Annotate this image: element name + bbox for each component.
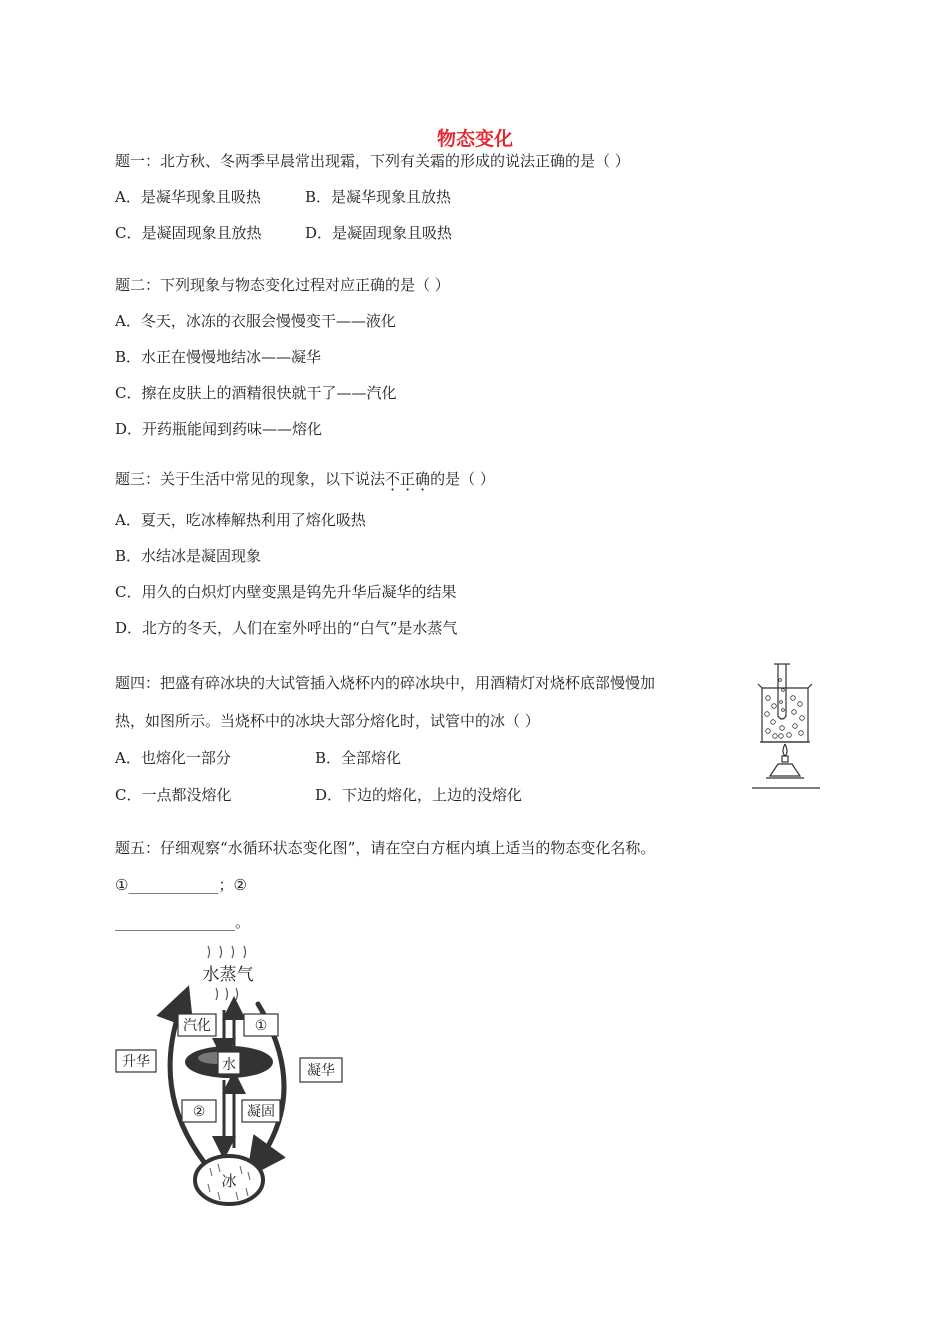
- q3-stem-pre: 题三：关于生活中常见的现象，以下说法: [115, 470, 386, 488]
- q1-option-c: C．是凝固现象且放热: [115, 224, 262, 242]
- q3-option-c: C．用久的白炽灯内壁变黑是钨先升华后凝华的结果: [115, 583, 457, 601]
- q5-blank-2: ________________。: [115, 913, 251, 931]
- q3-stem-emphasis-2: 正: [400, 470, 416, 488]
- q3-option-b: B．水结冰是凝固现象: [115, 547, 262, 565]
- q1-option-d: D．是凝固现象且吸热: [305, 224, 453, 242]
- diagram-box-2: ②: [192, 1104, 206, 1120]
- q4-stem-line2: 热，如图所示。当烧杯中的冰块大部分熔化时，试管中的冰（ ）: [115, 712, 540, 730]
- q2-option-c: C．擦在皮肤上的酒精很快就干了——汽化: [115, 384, 397, 402]
- q4-stem-line1: 题四：把盛有碎冰块的大试管插入烧杯内的碎冰块中，用酒精灯对烧杯底部慢慢加: [115, 674, 656, 692]
- beaker-heating-figure: [748, 660, 824, 792]
- q1-option-b: B．是凝华现象且放热: [305, 188, 452, 206]
- diagram-vapor-label: 水蒸气: [202, 965, 254, 985]
- diagram-sublimate-label: 升华: [122, 1054, 150, 1070]
- q3-stem: [115, 469, 495, 489]
- diagram-box-1: ①: [254, 1018, 268, 1034]
- q3-stem-emphasis-1: 不: [385, 470, 401, 488]
- diagram-water-label: 水: [222, 1057, 236, 1073]
- q4-option-d: D．下边的熔化，上边的没熔化: [315, 786, 523, 804]
- q4-option-c: C．一点都没熔化: [115, 786, 232, 804]
- q2-option-b: B．水正在慢慢地结冰——凝华: [115, 348, 322, 366]
- q5-stem: 题五：仔细观察“水循环状态变化图”，请在空白方框内填上适当的物态变化名称。: [115, 839, 656, 857]
- q3-option-d: D．北方的冬天，人们在室外呼出的“白气”是水蒸气: [115, 619, 458, 637]
- diagram-ice-label: 冰: [221, 1172, 237, 1190]
- q3-option-a: A．夏天，吃冰棒解热利用了熔化吸热: [115, 511, 366, 529]
- diagram-deposit-label: 凝华: [307, 1063, 335, 1079]
- q4-option-a: A．也熔化一部分: [115, 749, 231, 767]
- diagram-vaporize-label: 汽化: [183, 1018, 211, 1034]
- q5-blank-1: ①____________；②: [115, 876, 247, 894]
- q3-stem-post: 的是（ ）: [430, 470, 495, 488]
- water-cycle-diagram: [112, 940, 364, 1212]
- q1-option-a: A．是凝华现象且吸热: [115, 188, 261, 206]
- q1-stem: 题一：北方秋、冬两季早晨常出现霜，下列有关霜的形成的说法正确的是（ ）: [115, 152, 630, 170]
- q3-stem-emphasis-3: 确: [415, 470, 431, 488]
- q2-stem: 题二：下列现象与物态变化过程对应正确的是（ ）: [115, 276, 450, 294]
- q2-option-d: D．开药瓶能闻到药味——熔化: [115, 420, 323, 438]
- diagram-freeze-label: 凝固: [247, 1104, 275, 1120]
- q4-option-b: B．全部熔化: [315, 749, 402, 767]
- page-title: 物态变化: [436, 128, 513, 150]
- q2-option-a: A．冬天，冰冻的衣服会慢慢变干——液化: [115, 312, 396, 330]
